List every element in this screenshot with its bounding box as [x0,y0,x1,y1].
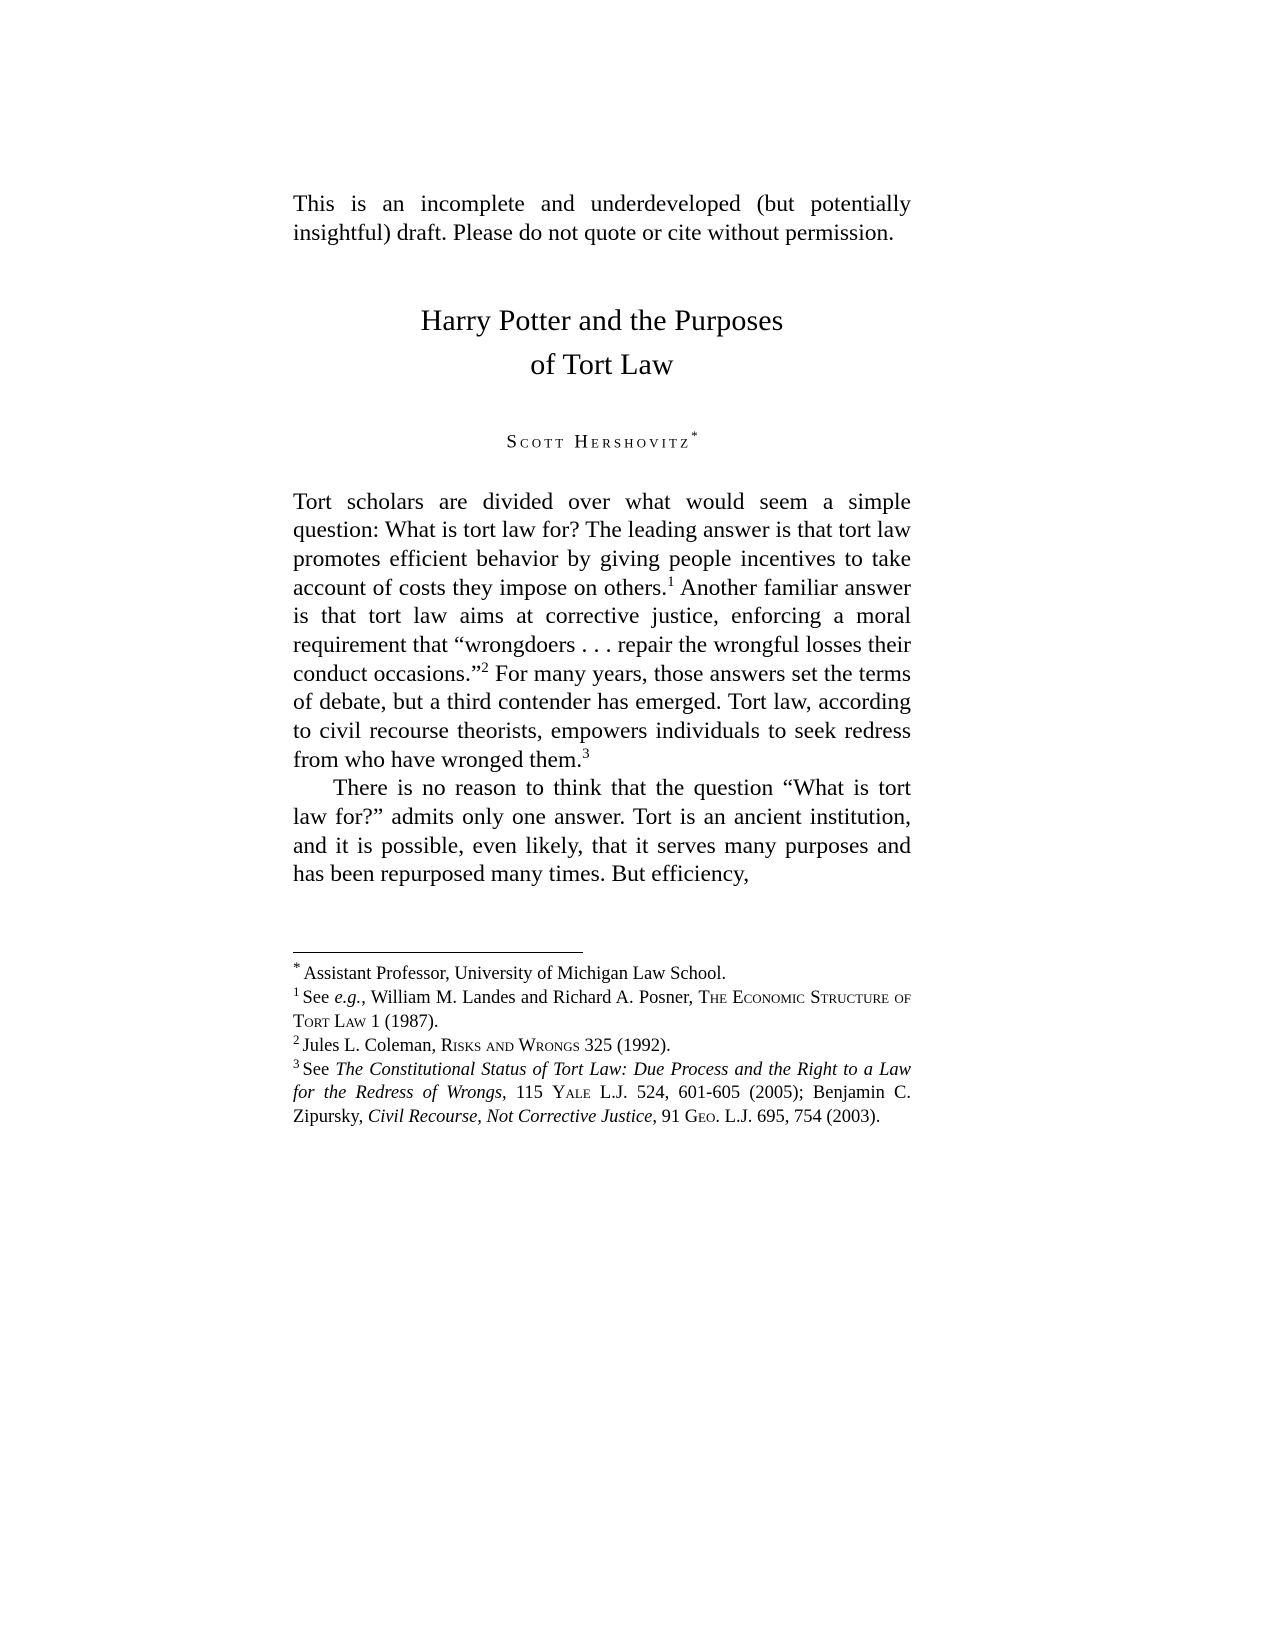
footnote-list [293,959,912,1129]
footnote-ref-1[interactable]: 1 [667,573,675,590]
draft-notice: This is an incomplete and underdeveloped (but potentially insightful) draft. Please do not quote or cite without permission. [293,191,911,246]
author-name: Scott Hershovitz [506,431,692,453]
footnote-segment: Jules L. Coleman, [302,1035,441,1056]
body-text [293,488,911,889]
footnote-3 [293,1056,912,1129]
footnote-segment: Assistant Professor, University of Michigan Law School. [303,964,727,984]
footnote-segment: See [302,1060,336,1081]
footnote-segment: , 115 [502,1083,553,1104]
footnote-separator-rule [293,952,583,953]
footnote-1 [293,984,911,1034]
author-byline [293,428,911,453]
footnote-marker[interactable]: 1 [293,984,300,1000]
footnote-segment: L.J. 695, 754 (2003). [720,1106,881,1127]
title-line-1: Harry Potter and the Purposes [420,304,784,338]
footnote-segment: Civil Recourse, Not Corrective Justice [367,1106,653,1127]
page-content [293,190,911,889]
footnote-ref-2[interactable]: 2 [481,659,489,676]
footnote-segment: Yale [552,1083,591,1104]
paragraph-1 [293,488,911,775]
footnote-segment: See [302,988,335,1009]
footnote-marker[interactable]: * [293,959,301,976]
title-line-2: of Tort Law [530,347,674,381]
footnote-segment: Risks and Wrongs [440,1035,580,1056]
footnote-area [293,952,911,1130]
footnote-marker[interactable]: 2 [293,1031,300,1047]
footnote-segment: L.J. 524, 601-605 (2005); Benjamin C. Zipursky, [293,1083,911,1127]
footnote-ref-3[interactable]: 3 [582,745,590,762]
footnote-segment: Geo. [684,1106,721,1127]
footnote-marker[interactable]: 3 [293,1056,300,1072]
footnote-segment: The Economic Structure of Tort Law [293,988,911,1032]
footnote-segment: e.g. [334,988,362,1009]
paragraph-1-part-1: Tort scholars are divided over what would seem a simple question: What is tort law for? The leading answer is that tort law promotes efficient behavior by giving people incentives to take account of costs they impose on others. [293,488,911,601]
footnote-2 [293,1031,911,1058]
footnote-segment: , William M. Landes and Richard A. Posner, [361,988,699,1009]
paragraph-1-part-3: For many years, those answers set the terms of debate, but a third contender has emerged. Tort law, according to civil recourse theorists, empowers individuals to seek redress from who have wronged them. [293,660,912,773]
page-title [293,299,911,386]
footnote-segment: The Constitutional Status of Tort Law: Due Process and the Right to a Law for the Redress of Wrongs [293,1060,912,1104]
footnote-segment: 325 (1992). [579,1035,671,1056]
footnote-segment: 1 (1987). [366,1011,439,1032]
footnote-star [293,959,911,986]
author-footnote-marker: * [691,428,698,444]
paragraph-2: There is no reason to think that the question “What is tort law for?” admits only one answer. Tort is an ancient institution, and it is possible, even likely, that it serves many purposes and has been repurposed many times. But efficiency, [293,775,911,888]
paragraph-1-part-2: Another familiar answer is that tort law aims at corrective justice, enforcing a moral requirement that “wrongdoers . . . repair the wrongful losses their conduct occasions.” [293,574,911,687]
footnote-segment: , 91 [652,1106,685,1127]
